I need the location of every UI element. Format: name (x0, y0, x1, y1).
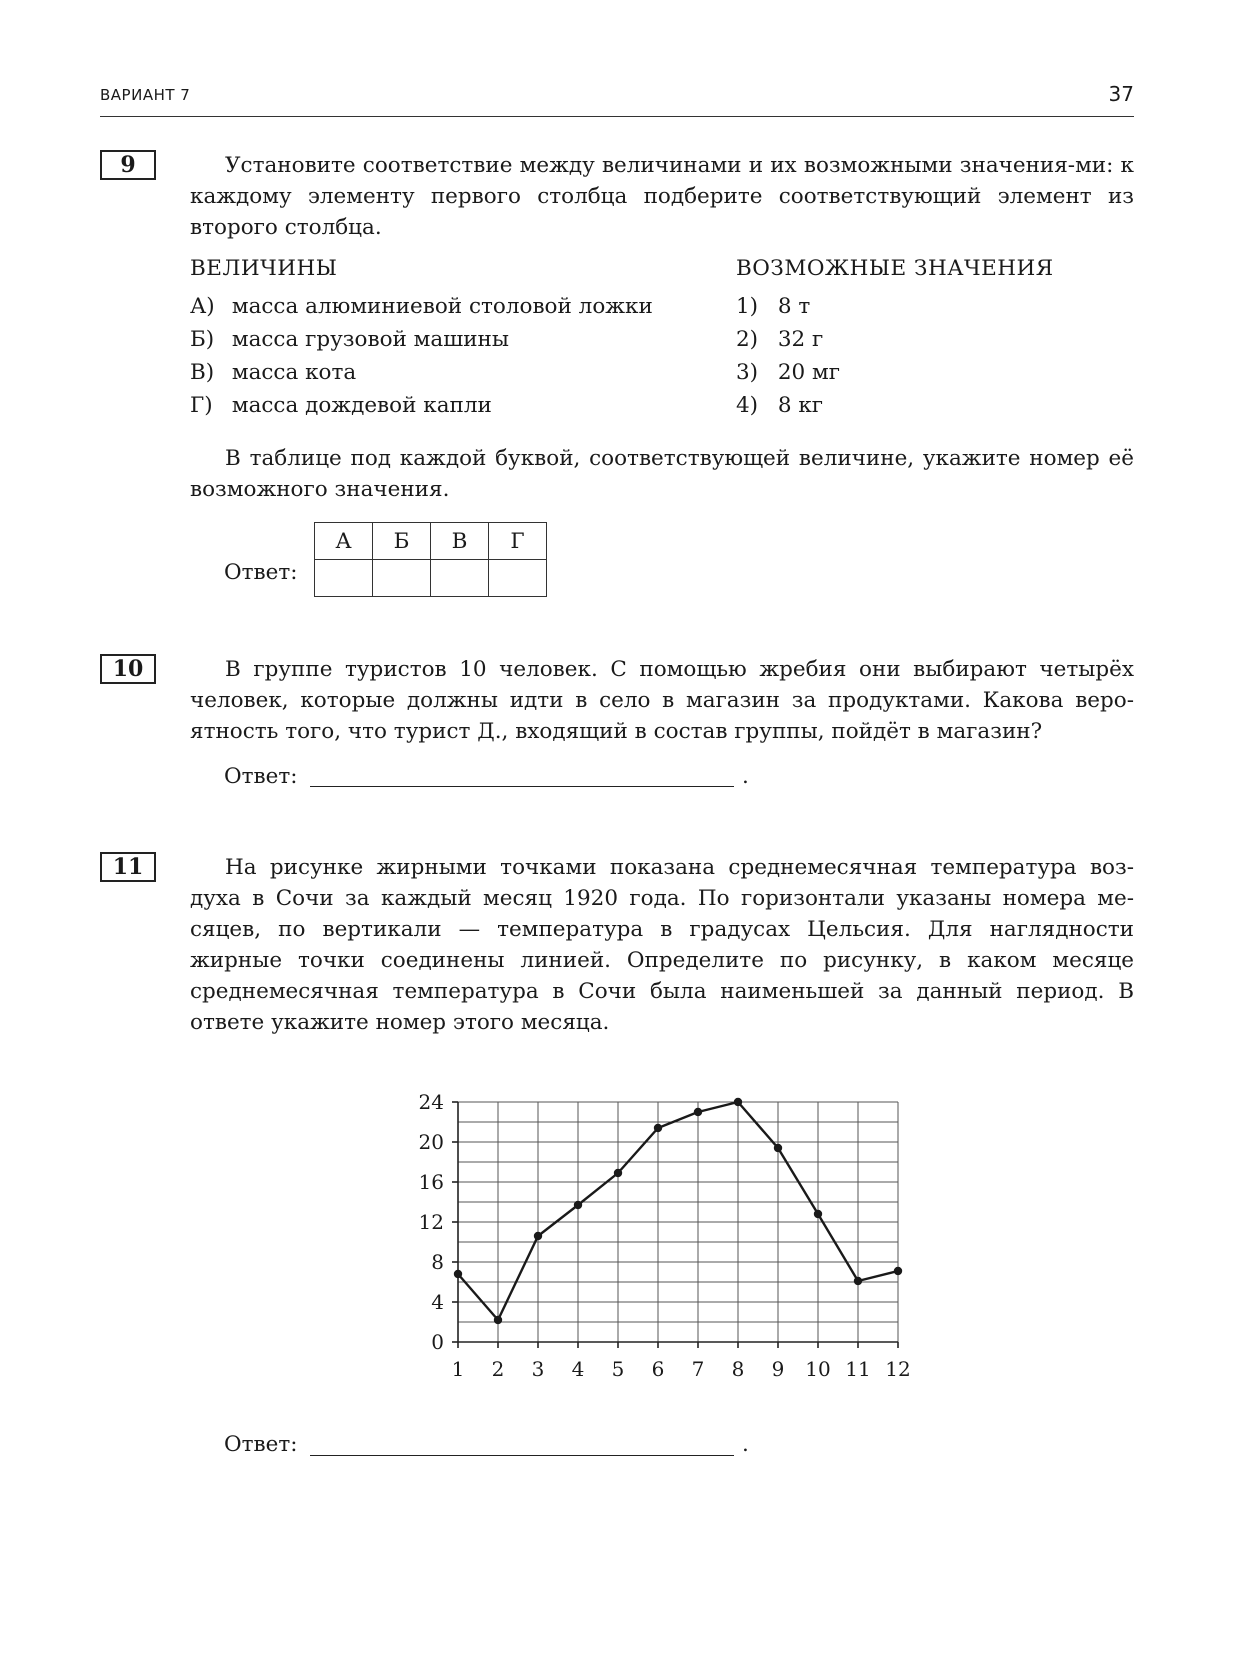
x-tick-label: 3 (531, 1357, 545, 1381)
list-item: 4) 8 кг (736, 393, 824, 418)
list-item: 2) 32 г (736, 327, 824, 352)
x-tick-label: 8 (731, 1357, 745, 1381)
data-point (854, 1277, 862, 1285)
task-11-number: 11 (100, 852, 156, 882)
data-point (494, 1316, 502, 1324)
x-tick-label: 4 (571, 1357, 585, 1381)
data-point (574, 1201, 582, 1209)
temperature-line (458, 1102, 898, 1320)
task-11-answer-label: Ответ: (224, 1432, 298, 1457)
task-11-answer-line[interactable] (310, 1455, 734, 1456)
x-tick-label: 11 (845, 1357, 871, 1381)
values-header: ВОЗМОЖНЫЕ ЗНАЧЕНИЯ (736, 256, 1054, 281)
data-point (614, 1169, 622, 1177)
task-11-text: На рисунке жирными точками показана среднемесячная температура воз-духа в Сочи за каждый месяц 1920 года. По горизонтали указаны номера ме-сяцев, по вертикали — температура в градусах Цельсия. Для наглядности жирные точки соединены линией. Определите по рисунку, в каком месяце среднемесячная температура в Сочи была наименьшей за данный период. В ответе укажите номер этого месяца. (190, 855, 1134, 1035)
list-item: Г) масса дождевой капли (190, 393, 492, 418)
task-9-answer-table (314, 522, 547, 597)
x-tick-label: 2 (491, 1357, 505, 1381)
task-10-answer-line[interactable] (310, 786, 734, 787)
data-point (814, 1210, 822, 1218)
task-10-answer-label: Ответ: (224, 764, 298, 789)
data-point (454, 1270, 462, 1278)
answer-cell[interactable] (489, 560, 547, 597)
answer-letter: Г (489, 523, 547, 560)
task-10-text: В группе туристов 10 человек. С помощью жребия они выбирают четырёх человек, которые должны идти в село в магазин за продуктами. Какова веро-ятность того, что турист Д., входящий в состав группы, пойдёт в магазин? (190, 657, 1134, 744)
list-item: Б) масса грузовой машины (190, 327, 509, 352)
x-tick-label: 9 (771, 1357, 785, 1381)
data-point (694, 1108, 702, 1116)
values-list (736, 290, 840, 422)
variant-label: ВАРИАНТ 7 (100, 86, 191, 104)
chart-grid (458, 1102, 898, 1342)
quantities-list (190, 290, 653, 422)
data-point (894, 1267, 902, 1275)
x-tick-labels (452, 1357, 911, 1381)
data-point (654, 1124, 662, 1132)
list-item: 3) 20 мг (736, 360, 841, 385)
answer-letter: Б (373, 523, 431, 560)
task-10-answer-end: . (742, 764, 749, 789)
data-point (774, 1144, 782, 1152)
y-tick-label: 24 (418, 1090, 444, 1114)
header-divider (100, 116, 1134, 117)
task-9-text: Установите соответствие между величинами и их возможными значения-ми: к каждому элементу первого столбца подберите соответствующий элемент из второго столбца. (190, 153, 1134, 240)
y-tick-label: 12 (418, 1210, 444, 1234)
y-tick-label: 8 (431, 1250, 444, 1274)
list-item: А) масса алюминиевой столовой ложки (190, 294, 653, 319)
x-tick-label: 10 (805, 1357, 831, 1381)
task-11-answer-end: . (742, 1432, 749, 1457)
answer-cell[interactable] (373, 560, 431, 597)
x-tick-label: 7 (691, 1357, 705, 1381)
task-9-answer-label: Ответ: (224, 560, 298, 585)
answer-cell[interactable] (431, 560, 489, 597)
data-point (734, 1098, 742, 1106)
list-item: В) масса кота (190, 360, 357, 385)
answer-letter: В (431, 523, 489, 560)
y-tick-label: 20 (418, 1130, 444, 1154)
temperature-chart (400, 1080, 920, 1390)
answer-cell[interactable] (315, 560, 373, 597)
y-tick-label: 16 (418, 1170, 444, 1194)
list-item: 1) 8 т (736, 294, 811, 319)
page-number: 37 (1108, 82, 1134, 106)
y-tick-label: 0 (431, 1330, 444, 1354)
chart-axes (452, 1102, 898, 1348)
quantities-header: ВЕЛИЧИНЫ (190, 256, 338, 281)
answer-letter: А (315, 523, 373, 560)
data-point (534, 1232, 542, 1240)
temperature-series (454, 1098, 902, 1324)
x-tick-label: 6 (651, 1357, 665, 1381)
task-9-number: 9 (100, 150, 156, 180)
y-tick-label: 4 (431, 1290, 444, 1314)
task-10-number: 10 (100, 654, 156, 684)
x-tick-label: 5 (611, 1357, 625, 1381)
x-tick-label: 12 (885, 1357, 911, 1381)
y-tick-labels (419, 1090, 444, 1354)
task-9-instruction: В таблице под каждой буквой, соответствующей величине, укажите номер её возможного значения. (190, 446, 1134, 502)
x-tick-label: 1 (451, 1357, 465, 1381)
